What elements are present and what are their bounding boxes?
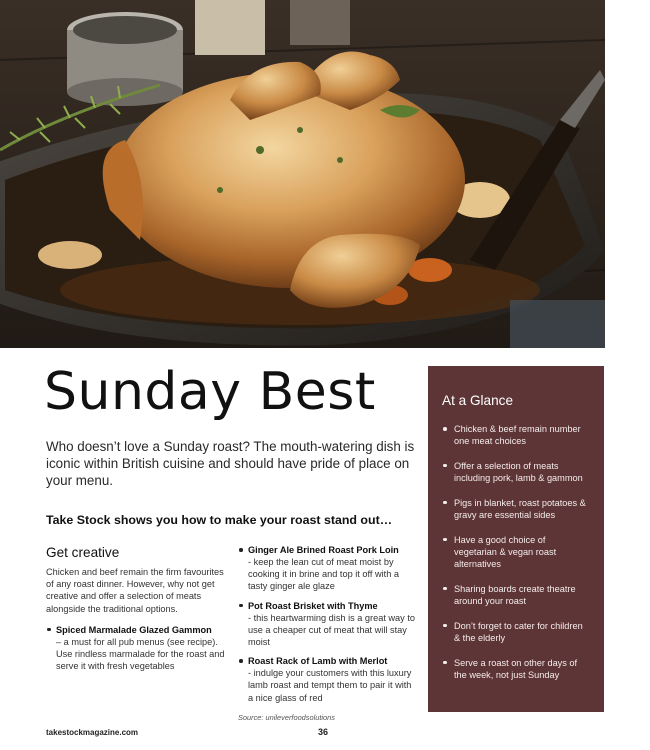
glance-item: Serve a roast on other days of the week, not just Sunday bbox=[442, 657, 590, 681]
get-creative-heading: Get creative bbox=[46, 545, 120, 560]
dish-item bbox=[238, 600, 416, 649]
dish-description: - keep the lean cut of meat moist by cooking it in brine and top it off with a tasty ginger ale glaze bbox=[248, 557, 400, 592]
glance-item: Sharing boards create theatre around your roast bbox=[442, 583, 590, 607]
footer-website[interactable]: takestockmagazine.com bbox=[46, 728, 139, 737]
twine-spool bbox=[195, 0, 265, 55]
at-a-glance-heading: At a Glance bbox=[442, 393, 514, 408]
get-creative-body: Chicken and beef remain the firm favourites of any roast dinner. However, why not get creative and offer a selection of meats alongside the traditional options. bbox=[46, 567, 224, 614]
dish-name: Pot Roast Brisket with Thyme bbox=[248, 600, 378, 611]
dish-list-right bbox=[238, 544, 416, 704]
at-a-glance-list bbox=[442, 423, 590, 681]
dish-column-right bbox=[238, 544, 416, 711]
dish-item bbox=[238, 544, 416, 593]
get-creative-section bbox=[46, 545, 226, 679]
article-subhead: Take Stock shows you how to make your roast stand out… bbox=[46, 513, 393, 527]
page-number: 36 bbox=[318, 727, 329, 737]
dish-name: Ginger Ale Brined Roast Pork Loin bbox=[248, 545, 399, 555]
glance-item: Offer a selection of meats including pork, lamb & gammon bbox=[442, 460, 590, 484]
hero-photo-roast-chicken bbox=[0, 0, 605, 348]
source-credit: Source: unileverfoodsolutions bbox=[238, 713, 335, 722]
dish-description: – a must for all pub menus (see recipe). Use rindless marmalade for the roast and serve it with fresh vegetables bbox=[56, 636, 225, 672]
roast-chicken-illustration bbox=[0, 0, 605, 348]
article-title: Sunday Best bbox=[44, 362, 376, 422]
dish-item bbox=[46, 624, 226, 673]
glance-item: Have a good choice of vegetarian & vegan roast alternatives bbox=[442, 534, 590, 571]
dish-name: Spiced Marmalade Glazed Gammon bbox=[56, 624, 212, 635]
dish-item bbox=[238, 655, 416, 704]
dish-name: Roast Rack of Lamb with Merlot bbox=[248, 656, 388, 667]
glance-item: Chicken & beef remain number one meat choices bbox=[442, 423, 590, 447]
dish-description: - this heartwarming dish is a great way to use a cheaper cut of meat that will stay moist bbox=[248, 612, 415, 648]
glance-item: Don’t forget to cater for children & the elderly bbox=[442, 620, 590, 644]
dish-description: - indulge your customers with this luxury lamb roast and tempt them to pair it with a nice glass of red bbox=[248, 668, 412, 703]
at-a-glance-panel bbox=[428, 366, 604, 712]
dish-list-left bbox=[46, 624, 226, 673]
glance-item: Pigs in blanket, roast potatoes & gravy are essential sides bbox=[442, 497, 590, 521]
article-intro: Who doesn’t love a Sunday roast? The mouth-watering dish is iconic within British cuisine and should have pride of place on your menu. bbox=[46, 439, 415, 488]
